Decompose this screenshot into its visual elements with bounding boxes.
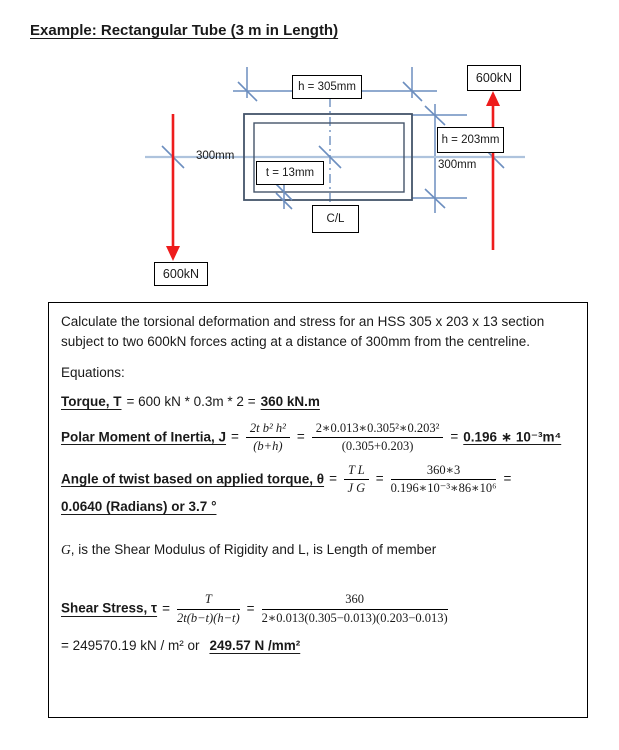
angle-of-twist-equation <box>61 463 575 497</box>
torque-equation <box>61 394 575 409</box>
equals-sign: = <box>329 471 337 487</box>
shear-label: Shear Stress, τ <box>61 600 158 616</box>
angle-label: Angle of twist based on applied torque, θ <box>61 471 325 487</box>
force-arrowhead-down <box>166 246 180 261</box>
polar-symbolic-fraction: $\frac{\text{2t b² h²}}{(b+h)}$ <box>246 421 290 455</box>
section-diagram <box>0 0 619 300</box>
equations-heading: Equations: <box>61 364 125 380</box>
torque-label: Torque, T <box>61 393 122 409</box>
angle-numeric-fraction: $\frac{360∗3}{\text{0.196∗10⁻³∗86∗10⁶}}$ <box>390 462 497 496</box>
height-dim-label: h = 203mm <box>437 127 504 153</box>
force-top-label: 600kN <box>467 65 521 91</box>
g-variable: G <box>61 542 71 557</box>
equals-sign: = <box>503 471 512 487</box>
offset-left-label: 300mm <box>196 150 235 162</box>
torque-expression: = 600 kN * 0.3m * 2 = <box>126 393 256 409</box>
torque-result: 360 kN.m <box>260 393 320 409</box>
equals-sign: = <box>231 429 239 445</box>
thickness-label: t = 13mm <box>256 161 324 185</box>
polar-moment-equation <box>61 421 575 455</box>
angle-result: 0.0640 (Radians) or 3.7 ° <box>61 499 217 514</box>
statement-line-2: subject to two 600kN forces acting at a distance of 300mm from the centreline. <box>61 334 530 350</box>
equals-sign: = <box>375 471 384 487</box>
shear-symbolic-fraction: $\frac{T}{2t(b-t)(h-t)}$ <box>176 592 240 625</box>
offset-right-label: 300mm <box>438 159 477 171</box>
diagram-drawing <box>0 0 619 300</box>
problem-statement <box>61 312 575 353</box>
equals-sign: = <box>246 600 255 616</box>
width-dim-label: h = 305mm <box>292 75 362 99</box>
statement-line-1: Calculate the torsional deformation and stress for an HSS 305 x 203 x 13 section <box>61 314 545 329</box>
polar-label: Polar Moment of Inertia, J <box>61 429 227 445</box>
polar-result: 0.196 ∗ 10⁻³m⁴ <box>463 429 562 445</box>
polar-numeric-fraction: $\frac{\text{2∗0.013∗0.305²∗0.203²}}{(0.305+0.203)}$ <box>312 421 444 455</box>
centerline-label: C/L <box>312 205 359 233</box>
equals-sign: = <box>450 429 459 445</box>
angle-symbolic-fraction: $\frac{\text{T L}}{\text{J G}}$ <box>344 463 369 497</box>
force-bottom-label: 600kN <box>154 262 208 286</box>
shear-result <box>61 638 575 653</box>
equals-sign: = <box>296 429 305 445</box>
force-arrowhead-up <box>486 91 500 106</box>
g-definition-note <box>61 542 575 558</box>
shear-result-value: 249.57 N /mm² <box>209 638 301 654</box>
g-note-text: , is the Shear Modulus of Rigidity and L, is Length of member <box>70 542 437 557</box>
shear-stress-equation <box>61 592 575 626</box>
shear-result-prefix: = 249570.19 kN / m² or <box>61 638 200 654</box>
calculation-box <box>48 302 588 718</box>
page-title: Example: Rectangular Tube (3 m in Length) <box>30 22 339 39</box>
equals-sign: = <box>162 600 170 616</box>
shear-numeric-fraction: $\frac{360}{2∗0.013(0.305-0.013)(0.203-0.013)}$ <box>261 592 448 625</box>
